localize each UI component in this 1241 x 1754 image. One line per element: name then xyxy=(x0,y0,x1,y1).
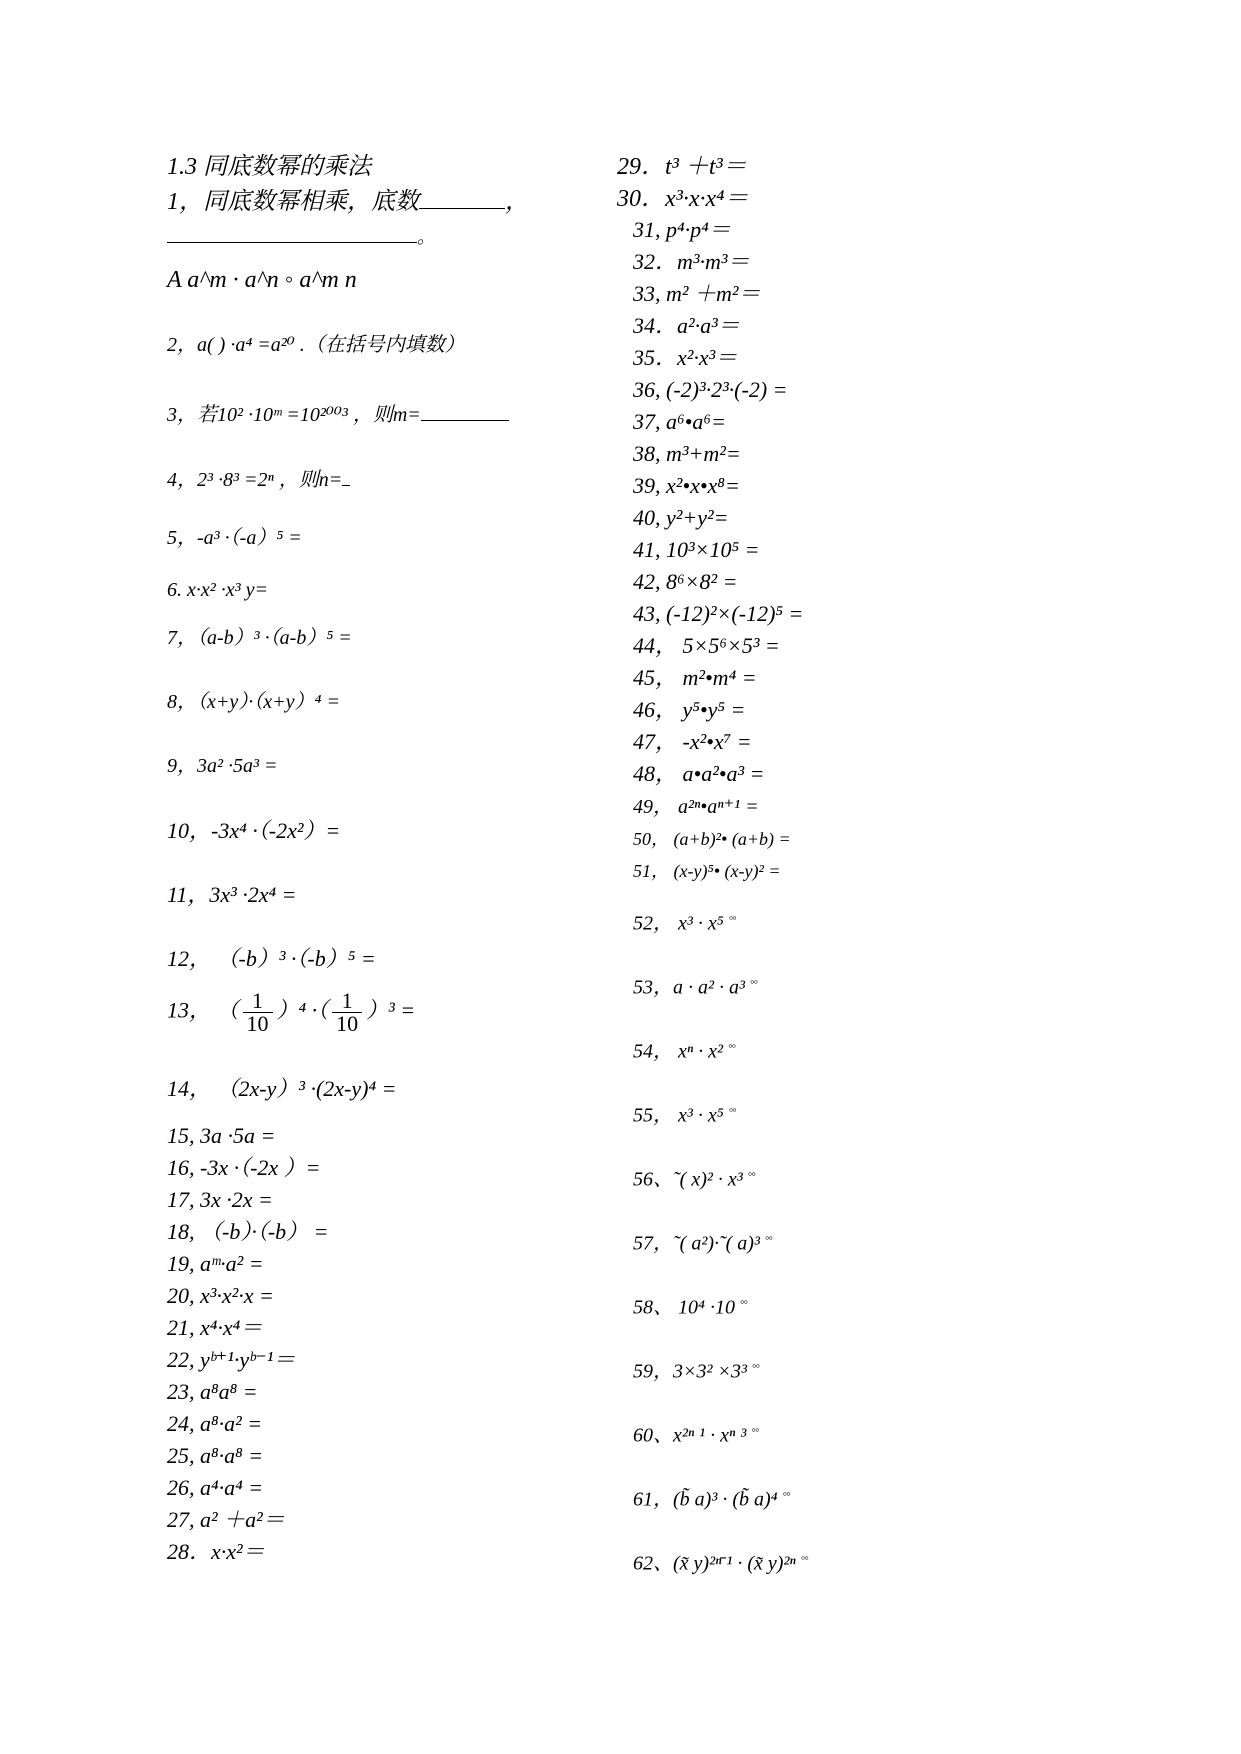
question-56: 56、˜( x)² · x³ ◦◦ xyxy=(633,1166,755,1191)
question-17: 17, 3x ·2x = xyxy=(167,1187,273,1212)
question-32: 32．m³·m³＝ xyxy=(633,249,750,274)
answer-blank[interactable] xyxy=(167,222,417,243)
mark-glyph: ◦◦ xyxy=(739,1294,748,1309)
mark-glyph: ◦◦ xyxy=(751,1358,760,1373)
question-40: 40, y²+y²= xyxy=(633,505,729,530)
question-49: 49， a²ⁿ•aⁿ⁺¹ = xyxy=(633,796,759,818)
question-2: 2，a( ) ·a⁴ =a²⁰ .（在括号内填数） xyxy=(167,334,465,356)
mark-glyph: ◦◦ xyxy=(751,1422,759,1437)
question-19: 19, aᵐ·a² = xyxy=(167,1251,264,1276)
question-33: 33, m² ＋m²＝ xyxy=(633,281,761,306)
question-4: 4，2³ ·8³ =2ⁿ ，则n= xyxy=(167,465,350,490)
question-31: 31, p⁴·p⁴＝ xyxy=(633,217,731,242)
question-30: 30．x³·x·x⁴＝ xyxy=(617,186,749,212)
mark-glyph: ◦◦ xyxy=(750,974,758,989)
question-61: 61，(b̃ a)³ · (b̃ a)⁴ ◦◦ xyxy=(633,1486,790,1511)
question-10: 10，-3x⁴ ·（-2x²）= xyxy=(167,818,341,843)
mark-glyph: ◦◦ xyxy=(800,1550,808,1565)
question-37: 37, a⁶•a⁶= xyxy=(633,409,726,434)
question-45: 45， m²•m⁴ = xyxy=(633,665,757,690)
question-24: 24, a⁸·a² = xyxy=(167,1411,263,1436)
question-16: 16, -3x ·（-2x ）= xyxy=(167,1155,321,1180)
section-title: 1.3 同底数幂的乘法 xyxy=(167,154,371,180)
mark-glyph: ◦◦ xyxy=(747,1166,755,1181)
mark-glyph: ◦◦ xyxy=(728,1102,736,1117)
question-43: 43, (-12)²×(-12)⁵ = xyxy=(633,601,804,626)
mark-glyph: ◦◦ xyxy=(728,1038,736,1053)
question-58: 58、 10⁴ ·10 ◦◦ xyxy=(633,1294,748,1319)
question-48: 48， a•a²•a³ = xyxy=(633,761,765,786)
formula-line: A a^m · a^n ◦ a^m n xyxy=(167,267,357,293)
question-53: 53，a · a² · a³ ◦◦ xyxy=(633,974,758,999)
answer-blank[interactable] xyxy=(421,400,509,421)
question-18: 18, （-b）·（-b） = xyxy=(167,1219,329,1244)
question-46: 46， y⁵•y⁵ = xyxy=(633,697,746,722)
answer-blank[interactable] xyxy=(419,188,505,209)
question-47: 47， -x²•x⁷ = xyxy=(633,729,752,754)
question-27: 27, a² ＋a²＝ xyxy=(167,1507,285,1532)
question-1a: 1，同底数幂相乘，底数 ， xyxy=(167,189,529,215)
question-5: 5，-a³ ·（-a）⁵ = xyxy=(167,527,302,549)
question-25: 25, a⁸·a⁸ = xyxy=(167,1443,264,1468)
question-39: 39, x²•x•x⁸= xyxy=(633,473,740,498)
question-50: 50， (a+b)²• (a+b) = xyxy=(633,829,791,849)
question-15: 15, 3a ·5a = xyxy=(167,1123,276,1148)
question-6: 6. x·x² ·x³ y= xyxy=(167,579,268,601)
question-36: 36, (-2)³·2³·(-2) = xyxy=(633,377,788,402)
question-11: 11，3x³ ·2x⁴ = xyxy=(167,882,297,907)
question-60: 60、x²ⁿ ¹ · xⁿ ³ ◦◦ xyxy=(633,1422,759,1447)
answer-blank[interactable] xyxy=(342,465,350,486)
question-35: 35．x²·x³＝ xyxy=(633,345,738,370)
mark-glyph: ◦◦ xyxy=(782,1486,790,1501)
fraction: $\frac{1}{10}$ xyxy=(332,990,362,1035)
question-41: 41, 10³×10⁵ = xyxy=(633,537,760,562)
question-26: 26, a⁴·a⁴ = xyxy=(167,1475,264,1500)
question-13: 13， （ $\frac{1}{10}$ ）⁴ ·（ $\frac{1}{10}$ ）³ = xyxy=(167,988,416,1036)
fraction: $\frac{1}{10}$ xyxy=(243,990,273,1035)
question-52: 52， x³ · x⁵ ◦◦ xyxy=(633,910,736,935)
question-9: 9，3a² ·5a³ = xyxy=(167,755,278,777)
question-7: 7，（a-b）³ ·（a-b）⁵ = xyxy=(167,627,352,649)
question-54: 54， xⁿ · x² ◦◦ xyxy=(633,1038,736,1063)
question-38: 38, m³+m²= xyxy=(633,441,741,466)
question-22: 22, yᵇ⁺¹·yᵇ⁻¹＝ xyxy=(167,1347,296,1372)
question-20: 20, x³·x²·x = xyxy=(167,1283,274,1308)
question-23: 23, a⁸a⁸ = xyxy=(167,1379,258,1404)
question-21: 21, x⁴·x⁴＝ xyxy=(167,1315,263,1340)
question-29: 29．t³ ＋t³＝ xyxy=(617,154,747,180)
question-51: 51， (x-y)⁵• (x-y)² = xyxy=(633,861,781,881)
mark-glyph: ◦◦ xyxy=(728,910,736,925)
mark-glyph: ◦◦ xyxy=(764,1230,773,1245)
question-1b: 。 xyxy=(167,222,435,248)
question-57: 57，˜( a²)·˜( a)³ ◦◦ xyxy=(633,1230,773,1255)
question-55: 55， x³ · x⁵ ◦◦ xyxy=(633,1102,736,1127)
question-28: 28．x·x²＝ xyxy=(167,1539,265,1564)
question-3: 3，若10² ·10ᵐ =10²⁰⁰³ ，则m= xyxy=(167,400,509,425)
question-12: 12， （-b）³ ·（-b）⁵ = xyxy=(167,946,376,971)
question-42: 42, 8⁶×8² = xyxy=(633,569,738,594)
question-62: 62、(x̃ y)²ⁿ̄ ¹ · (x̃ y)²ⁿ ◦◦ xyxy=(633,1550,808,1575)
question-44: 44， 5×5⁶×5³ = xyxy=(633,633,780,658)
question-8: 8，（x+y）·（x+y）⁴ = xyxy=(167,691,340,713)
question-34: 34．a²·a³＝ xyxy=(633,313,740,338)
question-59: 59，3×3² ×3³ ◦◦ xyxy=(633,1358,760,1383)
question-14: 14， （2x-y）³ ·(2x-y)⁴ = xyxy=(167,1076,397,1101)
